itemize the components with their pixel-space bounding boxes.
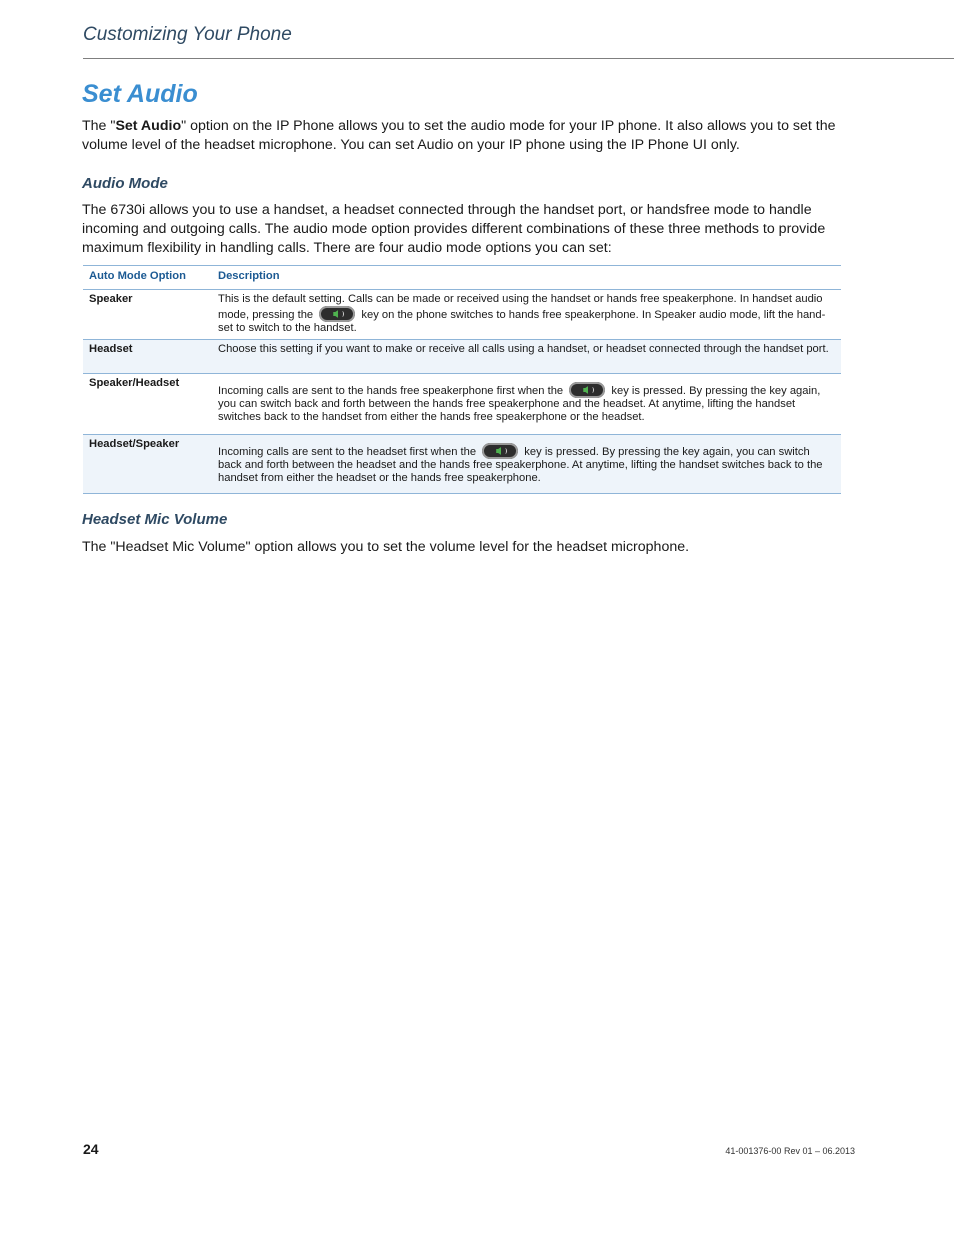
option-cell: Speaker/Headset	[83, 374, 212, 435]
running-head: Customizing Your Phone	[83, 24, 292, 45]
speaker-key-icon	[482, 443, 518, 459]
table-row	[83, 374, 841, 435]
description-text: Incoming calls are sent to the hands free speakerphone first when the	[218, 385, 564, 397]
table-header-row	[83, 266, 841, 290]
description-cell	[212, 340, 841, 374]
description-text: key on the phone switches to hands free speakerphone. In Speaker audio mode, lift the hand-set to switch to the handset.	[218, 309, 826, 334]
intro-text-bold: Set Audio	[115, 118, 182, 134]
intro-text-pre: The "	[82, 118, 116, 134]
intro-text-post: " option on the IP Phone allows you to set the audio mode for your IP phone. It also allows you to set the volume level of the headset microphone. You can set Audio on your IP phone using the IP Phone UI only.	[82, 118, 836, 153]
audio-mode-heading: Audio Mode	[82, 175, 168, 192]
description-text: This is the default setting. Calls can be made or received using the handset or hands free speakerphone. In handset audio mode, pressing the	[218, 293, 823, 321]
intro-paragraph	[82, 117, 862, 155]
description-text: key is pressed. By pressing the key again, you can switch back and forth between the hands free speakerphone and the headset. At anytime, lifting the handset switches back to the handset from either the hands free speakerphone or the headset.	[218, 385, 821, 423]
option-cell: Headset	[83, 340, 212, 374]
speaker-key-icon	[569, 382, 605, 398]
table-row	[83, 435, 841, 494]
page-number: 24	[83, 1141, 99, 1157]
headset-mic-volume-heading: Headset Mic Volume	[82, 511, 228, 528]
description-text: key is pressed. By pressing the key again, you can switch back and forth between the headset and the hands free speakerphone. At anytime, lifting the handset switches back to the handset from either the headset or the hands free speakerphone.	[218, 446, 823, 484]
col-header-description: Description	[212, 266, 841, 290]
audio-mode-table	[83, 265, 841, 494]
table-row	[83, 290, 841, 340]
option-cell: Headset/Speaker	[83, 435, 212, 494]
description-text: Choose this setting if you want to make or receive all calls using a handset, or headset connected through the handset port.	[218, 343, 829, 355]
description-cell	[212, 435, 841, 494]
document-id: 41-001376-00 Rev 01 – 06.2013	[725, 1146, 855, 1156]
description-text: Incoming calls are sent to the headset first when the	[218, 446, 477, 458]
page-title: Set Audio	[82, 80, 198, 108]
header-divider	[83, 58, 954, 59]
option-cell: Speaker	[83, 290, 212, 340]
audio-mode-paragraph: The 6730i allows you to use a handset, a headset connected through the handset port, or handsfree mode to handle incoming and outgoing calls. The audio mode option provides different combinations of these three methods to provide maximum flexibility in handling calls. There are four audio mode options you can set:	[82, 202, 826, 256]
table-row	[83, 340, 841, 374]
headset-mic-volume-paragraph: The "Headset Mic Volume" option allows you to set the volume level for the headset microphone.	[82, 539, 690, 555]
description-cell	[212, 290, 841, 340]
description-cell	[212, 374, 841, 435]
col-header-option: Auto Mode Option	[83, 266, 212, 290]
speaker-key-icon	[319, 306, 355, 322]
